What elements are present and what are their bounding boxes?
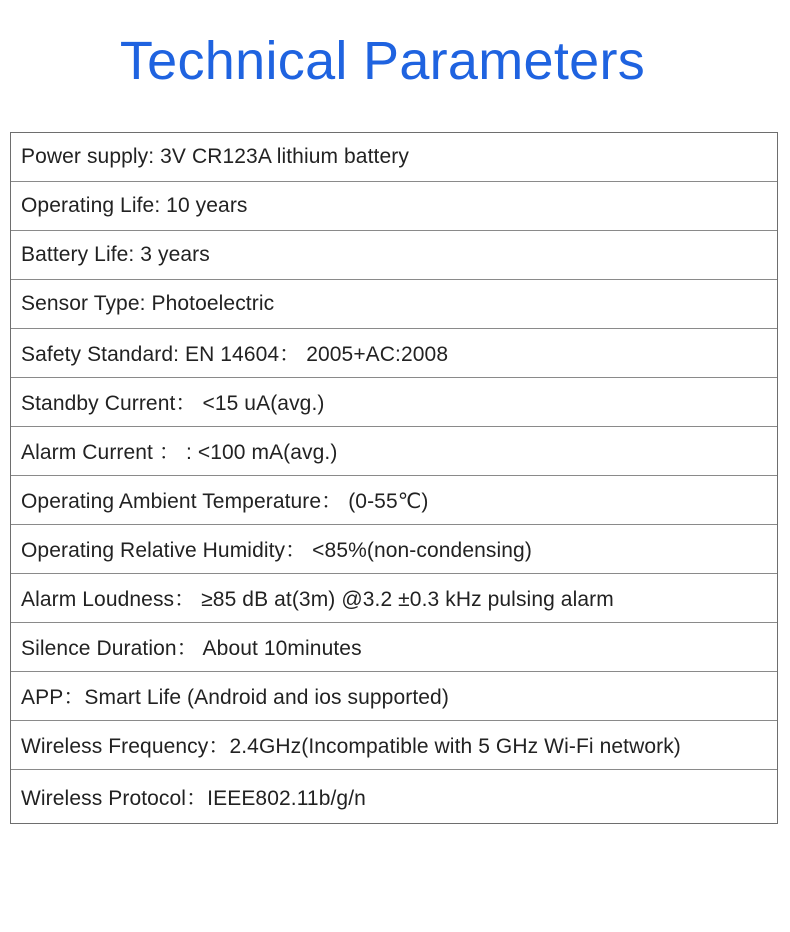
spec-row-wireless-protocol [11, 770, 777, 823]
spec-text: Silence Duration： About 10minutes [21, 637, 362, 660]
spec-row-safety-standard [11, 329, 777, 378]
spec-row-ambient-temperature [11, 476, 777, 525]
spec-row-app [11, 672, 777, 721]
spec-row-silence-duration [11, 623, 777, 672]
spec-row-standby-current [11, 378, 777, 427]
spec-row-alarm-current [11, 427, 777, 476]
spec-text: Wireless Frequency：2.4GHz(Incompatible with 5 GHz Wi-Fi network) [21, 735, 681, 758]
spec-row-relative-humidity [11, 525, 777, 574]
spec-row-alarm-loudness [11, 574, 777, 623]
page-title: Technical Parameters [119, 31, 646, 91]
spec-row-battery-life [11, 231, 777, 280]
spec-text: Alarm Current ： : <100 mA(avg.) [21, 441, 338, 464]
spec-text: Operating Ambient Temperature： (0-55℃) [21, 490, 429, 513]
spec-row-wireless-frequency [11, 721, 777, 770]
spec-row-power-supply [11, 133, 777, 182]
spec-text: Operating Relative Humidity： <85%(non-condensing) [21, 539, 532, 562]
spec-row-operating-life [11, 182, 777, 231]
spec-text: Operating Life: 10 years [21, 194, 248, 217]
spec-text: Sensor Type: Photoelectric [21, 292, 275, 315]
spec-text: APP：Smart Life (Android and ios supported) [21, 686, 449, 709]
spec-text: Standby Current： <15 uA(avg.) [21, 392, 325, 415]
specifications-table [10, 132, 778, 824]
spec-text: Battery Life: 3 years [21, 243, 210, 266]
spec-text: Alarm Loudness： ≥85 dB at(3m) @3.2 ±0.3 kHz pulsing alarm [21, 588, 614, 611]
spec-text: Power supply: 3V CR123A lithium battery [21, 145, 409, 168]
spec-text: Wireless Protocol：IEEE802.11b/g/n [21, 786, 366, 810]
spec-row-sensor-type [11, 280, 777, 329]
spec-text: Safety Standard: EN 14604： 2005+AC:2008 [21, 343, 449, 366]
